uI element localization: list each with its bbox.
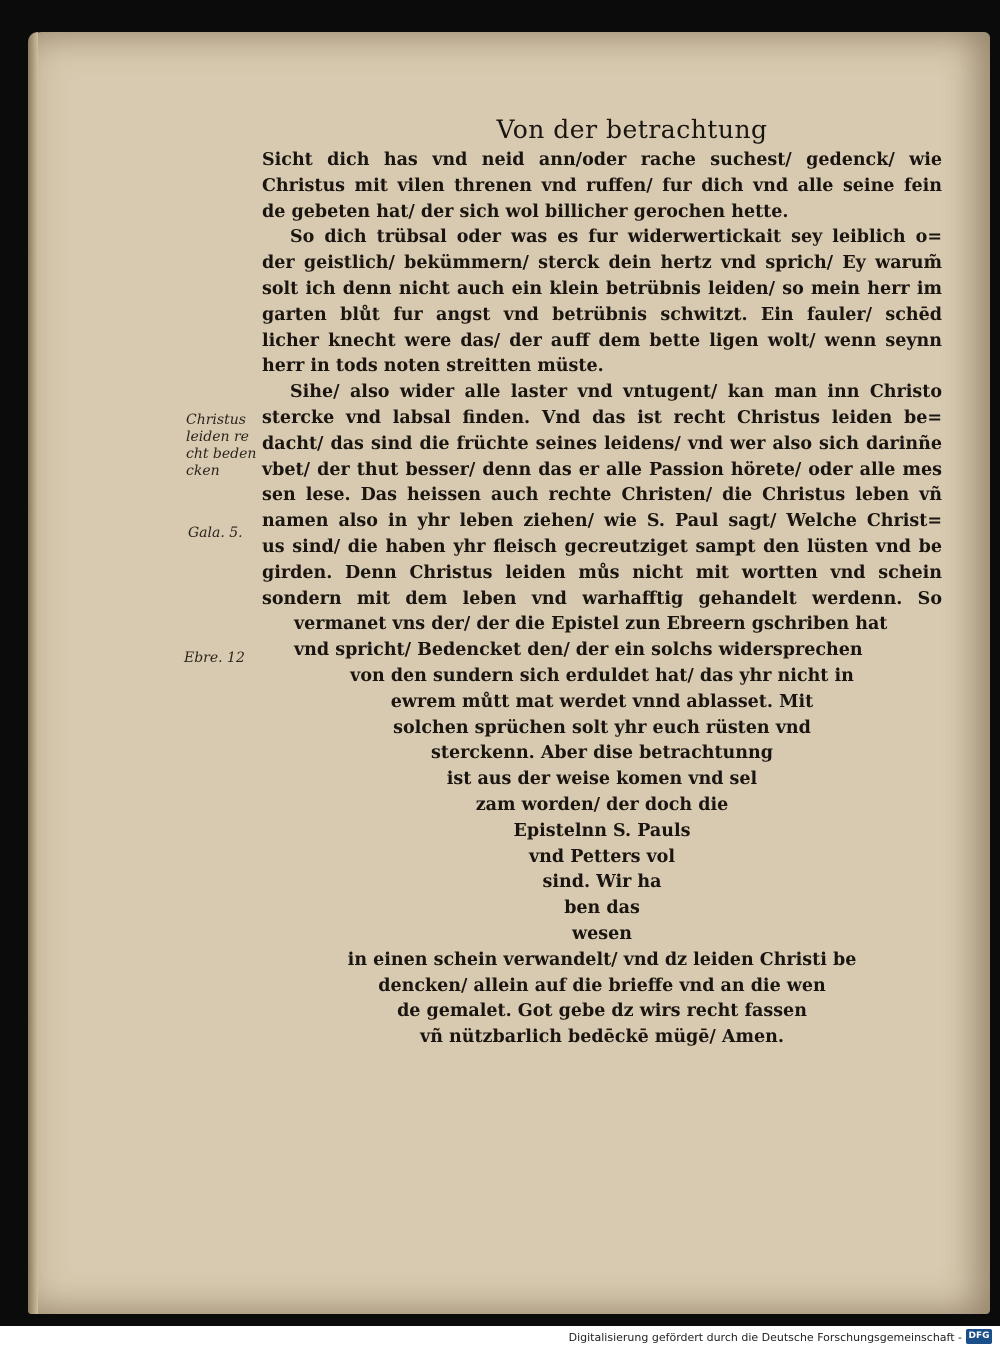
- text-line: vbet/ der thut besser/ denn das er alle Passion hörete/ oder alle mes: [262, 459, 942, 480]
- text-line: So dich trübsal oder was es fur widerwertickait sey leiblich o=: [290, 227, 942, 248]
- text-line: de gebeten hat/ der sich wol billicher gerochen hette.: [262, 201, 789, 222]
- text-line: Sicht dich has vnd neid ann/oder rache suchest/ gedenck/ wie: [262, 150, 942, 170]
- text-line: ewrem můtt mat werdet vnnd ablasset. Mit: [390, 691, 814, 712]
- text-line: wesen: [572, 923, 632, 944]
- text-line: garten blůt fur angst vnd betrübnis schwitzt. Ein fauler/ schēd: [262, 304, 942, 325]
- text-line: von den sundern sich erduldet hat/ das yhr nicht in: [350, 665, 854, 686]
- text-line: de gemalet. Got gebe dz wirs recht fassen: [397, 1001, 807, 1022]
- footer-credit: Digitalisierung gefördert durch die Deutsche Forschungsgemeinschaft -: [568, 1331, 962, 1344]
- text-line: solt ich denn nicht auch ein klein betrübnis leiden/ so mein herr im: [262, 278, 942, 299]
- text-line: sen lese. Das heissen auch rechte Christen/ die Christus leben vñ: [262, 485, 942, 506]
- text-line: Epistelnn S. Pauls: [513, 820, 691, 841]
- margin-note-christus: [186, 412, 264, 480]
- dfg-logo: DFG: [966, 1329, 992, 1344]
- text-line: girden. Denn Christus leiden můs nicht mit wortten vnd schein: [262, 562, 942, 583]
- text-line: us sind/ die haben yhr fleisch gecreutziget sampt den lüsten vnd be: [262, 536, 942, 557]
- text-line: dacht/ das sind die früchte seines leidens/ vnd wer also sich darinñe: [262, 433, 942, 454]
- text-line: vermanet vns der/ der die Epistel zun Ebreern gschriben hat: [294, 614, 888, 635]
- margin-note-line: Christus: [186, 412, 246, 428]
- text-line: vnd Petters vol: [529, 846, 675, 867]
- text-line: sind. Wir ha: [542, 872, 662, 893]
- text-line: sondern mit dem leben vnd warhafftig gehandelt werdenn. So: [262, 588, 942, 609]
- text-line: zam worden/ der doch die: [475, 794, 729, 815]
- text-line: namen also in yhr leben ziehen/ wie S. Paul sagt/ Welche Christ=: [262, 511, 942, 532]
- text-line: Sihe/ also wider alle laster vnd vntugent/ kan man inn Christo: [290, 382, 942, 403]
- page-text: [262, 112, 942, 1051]
- text-line: herr in tods noten streitten müste.: [262, 356, 604, 377]
- text-line: dencken/ allein auf die brieffe vnd an die wen: [378, 975, 826, 996]
- text-line: der geistlich/ bekümmern/ sterck dein hertz vnd sprich/ Ey warum̃: [262, 253, 942, 274]
- margin-note-ebre: Ebre. 12: [184, 650, 245, 666]
- margin-note-gala: Gala. 5.: [188, 525, 243, 541]
- margin-note-line: cht beden: [186, 446, 257, 462]
- text-line: solchen sprüchen solt yhr euch rüsten vnd: [393, 717, 811, 738]
- page-heading: Von der betrachtung: [496, 115, 768, 144]
- text-line: sterckenn. Aber dise betrachtunng: [431, 743, 773, 764]
- text-line: ist aus der weise komen vnd sel: [446, 769, 758, 790]
- text-line: Christus mit vilen threnen vnd ruffen/ fur dich vnd alle seine fein: [262, 175, 942, 196]
- text-line: in einen schein verwandelt/ vnd dz leiden Christi be: [347, 949, 857, 970]
- text-line: stercke vnd labsal finden. Vnd das ist recht Christus leiden be=: [262, 407, 942, 428]
- text-line: ben das: [564, 898, 640, 919]
- margin-note-line: cken: [186, 463, 220, 479]
- margin-note-line: leiden re: [186, 429, 249, 445]
- text-line: vñ nützbarlich bedēckē mügē/ Amen.: [420, 1027, 784, 1048]
- text-line: licher knecht were das/ der auff dem bette ligen wolt/ wenn seynn: [262, 330, 942, 351]
- text-line: vnd spricht/ Bedencket den/ der ein solchs widersprechen: [294, 640, 863, 661]
- page-edge: [28, 32, 38, 1314]
